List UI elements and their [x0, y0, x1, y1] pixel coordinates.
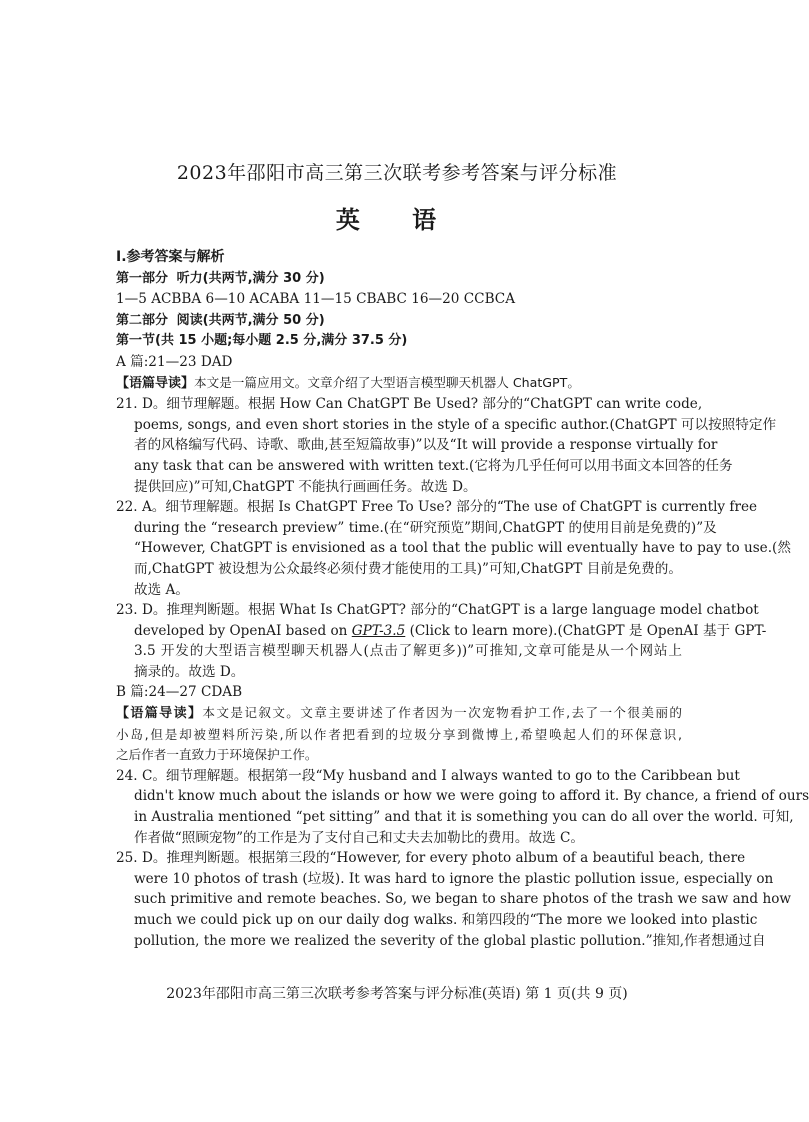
- part1-name: 听力(共两节,满分 30 分): [176, 270, 325, 286]
- part1-heading: [116, 268, 682, 290]
- part2-section1: 第一节(共 15 小题;每小题 2.5 分,满分 37.5 分): [116, 333, 408, 349]
- q24-line: in Australia mentioned “pet sitting” and that it is something you can do all over the world. 可知,: [134, 809, 794, 826]
- part1-label: 第一部分: [116, 270, 169, 286]
- q25-line: such primitive and remote beaches. So, we began to share photos of the trash we saw and how: [134, 891, 792, 908]
- question-22: [116, 497, 791, 600]
- q21-line: 21. D。细节理解题。根据 How Can ChatGPT Be Used? 部分的“ChatGPT can write code,: [116, 396, 703, 413]
- q22-line: 22. A。细节理解题。根据 Is ChatGPT Free To Use? 部分的“The use of ChatGPT is currently free: [116, 499, 758, 516]
- q25-line: much we could pick up on our daily dog walks. 和第四段的“The more we looked into plastic: [134, 912, 758, 928]
- gpt-link[interactable]: GPT-3.5: [351, 622, 406, 639]
- q23-line: 3.5 开发的大型语言模型聊天机器人(点击了解更多))”可推知,文章可能是从一个网站上: [134, 643, 682, 660]
- q23-line: 23. D。推理判断题。根据 What Is ChatGPT? 部分的“ChatGPT is a large language model chatbot: [116, 602, 759, 619]
- q22-line: “However, ChatGPT is envisioned as a tool that the public will eventually have to pay to use.(然: [134, 540, 791, 557]
- part2-label: 第二部分: [116, 312, 169, 328]
- listening-answers: 1—5 ACBBA 6—10 ACABA 11—15 CBABC 16—20 CCBCA: [116, 291, 516, 308]
- guide-label: 【语篇导读】: [116, 375, 195, 391]
- part2-heading: [116, 310, 682, 332]
- q21-line: 者的风格编写代码、诗歌、歌曲,甚至短篇故事)”以及“It will provide a response virtually for: [134, 437, 718, 454]
- guide-text: 本文是记叙文。文章主要讲述了作者因为一次宠物看护工作,去了一个很美丽的: [202, 705, 682, 721]
- page-footer: 2023年邵阳市高三第三次联考参考答案与评分标准(英语) 第 1 页(共 9 页): [166, 986, 628, 1002]
- q23-line: 摘录的。故选 D。: [134, 663, 245, 680]
- passage-a-guide: [116, 373, 682, 395]
- part2-name: 阅读(共两节,满分 50 分): [176, 312, 325, 328]
- passage-b-guide-line: 之后作者一直致力于环境保护工作。: [116, 747, 318, 763]
- q22-line: 故选 A。: [134, 581, 189, 598]
- q25-line: were 10 photos of trash (垃圾). It was hard to ignore the plastic pollution issue, especially on: [134, 870, 774, 887]
- question-25: [116, 848, 792, 951]
- q22-line: during the “research preview” time.(在“研究预览”期间,ChatGPT 的使用目前是免费的)”及: [134, 519, 717, 536]
- passage-b-header: B 篇:24—27 CDAB: [116, 684, 243, 701]
- q21-line: poems, songs, and even short stories in the style of a specific author.(ChatGPT 可以按照特定作: [134, 416, 777, 433]
- q21-line: 提供回应)”可知,ChatGPT 不能执行画画任务。故选 D。: [134, 478, 477, 495]
- q23-text: developed by OpenAI based on: [134, 622, 352, 639]
- guide-text: 本文是一篇应用文。文章介绍了大型语言模型聊天机器人 ChatGPT。: [194, 374, 580, 390]
- q25-line: 25. D。推理判断题。根据第三段的“However, for every photo album of a beautiful beach, there: [116, 850, 746, 867]
- q24-line: 作者做“照顾宠物”的工作是为了支付自己和丈夫去加勒比的费用。故选 C。: [134, 829, 585, 846]
- q23-line: [116, 621, 767, 642]
- q25-line: pollution, the more we realized the severity of the global plastic pollution.”推知,作者想通过自: [134, 932, 766, 949]
- question-24: [116, 766, 809, 848]
- q24-line: 24. C。细节理解题。根据第一段“My husband and I always wanted to go to the Caribbean but: [116, 767, 740, 784]
- q24-line: didn't know much about the islands or how we were going to afford it. By chance, a friend of ours: [134, 788, 809, 805]
- guide-label: 【语篇导读】: [116, 706, 203, 722]
- answer-content: [116, 247, 809, 951]
- passage-b-guide-line: 小岛,但是却被塑料所污染,所以作者把看到的垃圾分享到微博上,希望唤起人们的环保意识,: [116, 726, 682, 742]
- section-heading: Ⅰ.参考答案与解析: [116, 249, 225, 265]
- passage-a-header: A 篇:21—23 DAD: [116, 353, 233, 370]
- q22-line: 而,ChatGPT 被设想为公众最终必须付费才能使用的工具)”可知,ChatGPT 目前是免费的。: [134, 560, 682, 577]
- page-title: 2023年邵阳市高三第三次联考参考答案与评分标准: [176, 162, 618, 184]
- question-21: [116, 394, 777, 497]
- subject-heading: 英 语: [335, 206, 459, 234]
- q23-text: (Click to learn more).(ChatGPT 是 OpenAI 基于 GPT-: [405, 622, 767, 639]
- question-23: [116, 600, 767, 682]
- passage-b-guide: [116, 703, 682, 725]
- q21-line: any task that can be answered with written text.(它将为几乎任何可以用书面文本回答的任务: [134, 457, 733, 474]
